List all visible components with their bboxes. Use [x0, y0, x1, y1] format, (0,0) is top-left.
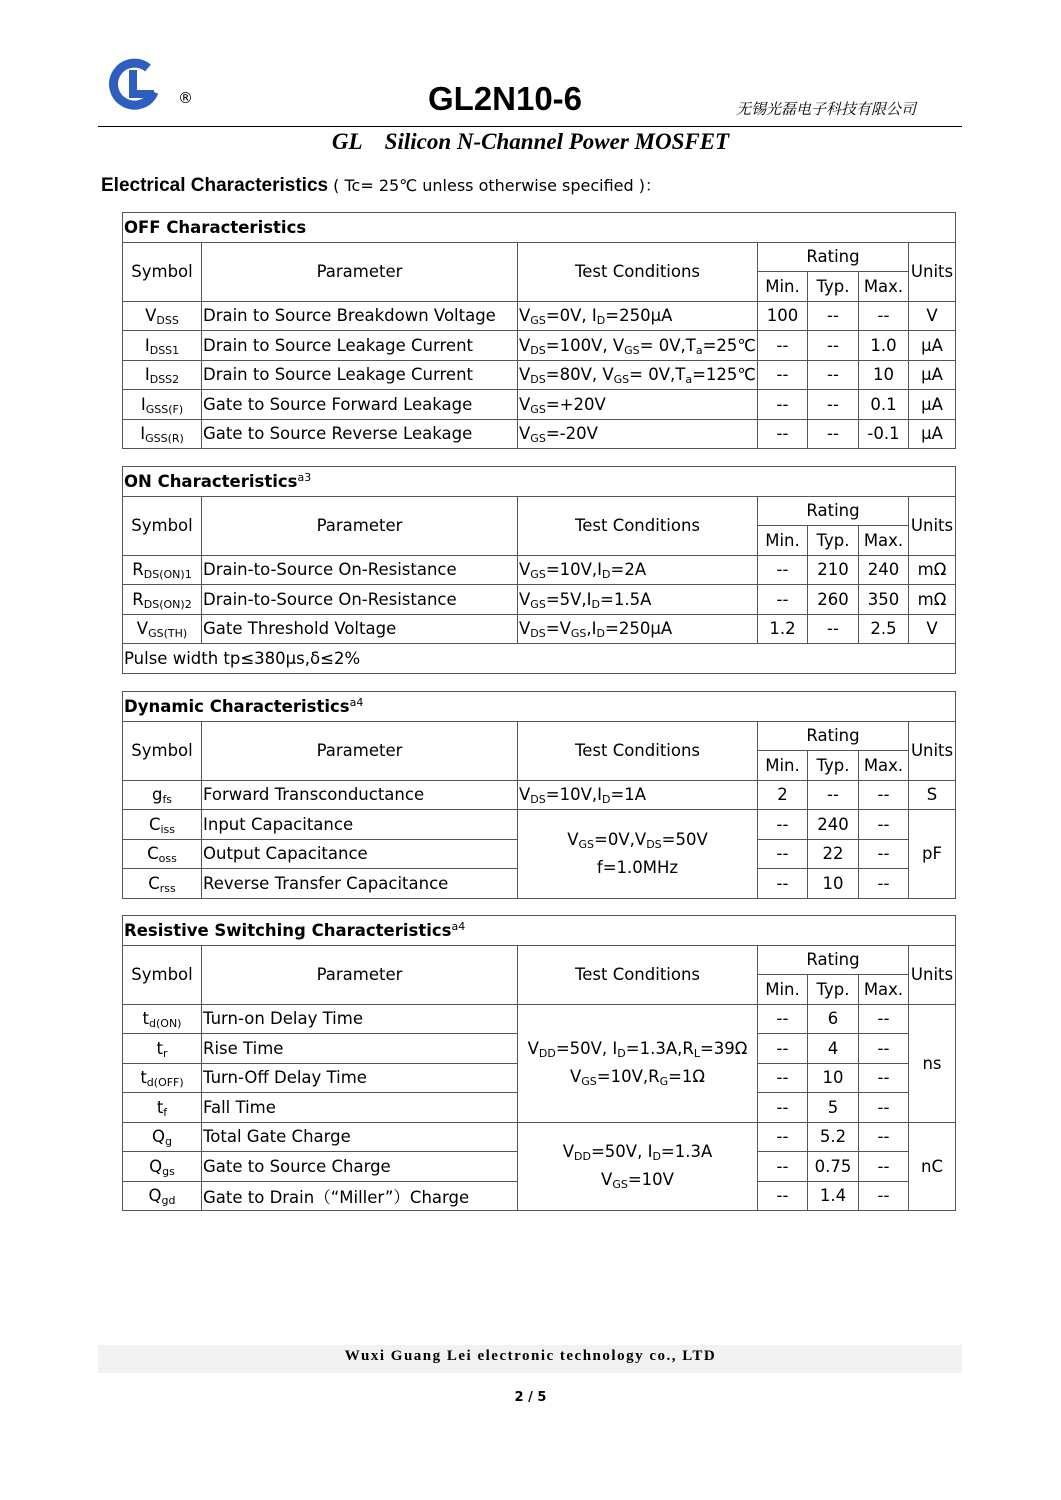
parameter-cell: Gate to Source Forward Leakage [202, 390, 518, 420]
table-title-row [123, 213, 956, 243]
min-cell: -- [758, 1093, 808, 1123]
header-parameter: Parameter [202, 945, 518, 1004]
symbol-cell: $I_{DSS2}$ [123, 360, 202, 390]
max-cell: 2.5 [859, 614, 909, 644]
max-cell: -- [859, 780, 909, 810]
parameter-cell: Drain to Source Leakage Current [202, 331, 518, 361]
typ-cell: -- [808, 301, 859, 331]
section-title: Electrical Characteristics [101, 175, 329, 196]
max-cell: 10 [859, 360, 909, 390]
table-title-row [123, 467, 956, 497]
typ-cell: 210 [808, 555, 859, 585]
unit-cell: mΩ [909, 585, 956, 615]
parameter-cell: Turn-on Delay Time [202, 1004, 518, 1034]
header-typ: Typ. [808, 751, 859, 781]
table-row [123, 585, 956, 615]
min-cell: -- [758, 869, 808, 899]
max-cell: -- [859, 301, 909, 331]
pulse-width-note: Pulse width tp≤380μs,δ≤2% [123, 644, 956, 674]
min-cell: 1.2 [758, 614, 808, 644]
symbol-cell: $V_{DSS}$ [123, 301, 202, 331]
table-title: ON Characteristics$^{a3}$ [123, 467, 956, 497]
symbol-cell: $R_{DS(ON)1}$ [123, 555, 202, 585]
max-cell: 0.1 [859, 390, 909, 420]
symbol-cell: $C_{oss}$ [123, 839, 202, 869]
table-title: Resistive Switching Characteristics$^{a4}$ [123, 916, 956, 946]
registered-mark: ® [178, 89, 193, 107]
unit-cell: S [909, 780, 956, 810]
part-number: GL2N10-6 [427, 80, 583, 117]
parameter-cell: Drain to Source Breakdown Voltage [202, 301, 518, 331]
column-header-row [123, 496, 956, 526]
symbol-cell: $t_f$ [123, 1093, 202, 1123]
min-cell: 2 [758, 780, 808, 810]
header-max: Max. [859, 526, 909, 556]
header-typ: Typ. [808, 526, 859, 556]
header-min: Min. [758, 526, 808, 556]
max-cell: -- [859, 810, 909, 840]
typ-cell: 22 [808, 839, 859, 869]
header-rating: Rating [758, 242, 909, 272]
unit-cell: ns [909, 1004, 956, 1122]
min-cell: 100 [758, 301, 808, 331]
column-header-row [123, 242, 956, 272]
typ-cell: -- [808, 331, 859, 361]
unit-cell: μA [909, 390, 956, 420]
unit-cell: μA [909, 331, 956, 361]
symbol-cell: $Q_{gd}$ [123, 1181, 202, 1211]
header-units: Units [909, 945, 956, 1004]
unit-cell: V [909, 614, 956, 644]
header-parameter: Parameter [202, 721, 518, 780]
parameter-cell: Fall Time [202, 1093, 518, 1123]
table-row [123, 360, 956, 390]
header-typ: Typ. [808, 272, 859, 302]
header-test-conditions: Test Conditions [518, 721, 758, 780]
typ-cell: 1.4 [808, 1181, 859, 1211]
min-cell: -- [758, 390, 808, 420]
table-row [123, 331, 956, 361]
condition-cell: $V_{DS}=100V$, $V_{GS}=$ $0V,T_a=25℃$ [518, 331, 758, 361]
max-cell: -- [859, 1122, 909, 1152]
condition-cell: $V_{GS}=+20V$ [518, 390, 758, 420]
condition-cell: $V_{DS}=10V,I_D=1A$ [518, 780, 758, 810]
footnote-row [123, 644, 956, 674]
header-rating: Rating [758, 721, 909, 751]
condition-cell: $V_{GS}=5V,I_D=1.5A$ [518, 585, 758, 615]
header-units: Units [909, 721, 956, 780]
min-cell: -- [758, 585, 808, 615]
parameter-cell: Gate to Source Reverse Leakage [202, 419, 518, 449]
typ-cell: 6 [808, 1004, 859, 1034]
parameter-cell: Forward Transconductance [202, 780, 518, 810]
table-title-row [123, 916, 956, 946]
min-cell: -- [758, 839, 808, 869]
parameter-cell: Drain-to-Source On-Resistance [202, 585, 518, 615]
table-row [123, 1122, 956, 1152]
min-cell: -- [758, 1063, 808, 1093]
table-row [123, 301, 956, 331]
max-cell: -- [859, 1093, 909, 1123]
condition-cell: $V_{GS}=0V,V_{DS}=50V$ f=1.0MHz [518, 810, 758, 899]
parameter-cell: Input Capacitance [202, 810, 518, 840]
min-cell: -- [758, 1181, 808, 1211]
max-cell: -0.1 [859, 419, 909, 449]
symbol-cell: $I_{GSS(F)}$ [123, 390, 202, 420]
header-max: Max. [859, 272, 909, 302]
condition-cell: $V_{DS}=V_{GS},I_D=250\mu A$ [518, 614, 758, 644]
header-rating: Rating [758, 496, 909, 526]
parameter-cell: Output Capacitance [202, 839, 518, 869]
symbol-cell: $t_{d(ON)}$ [123, 1004, 202, 1034]
on-characteristics-table [122, 466, 956, 674]
parameter-cell: Drain to Source Leakage Current [202, 360, 518, 390]
header-parameter: Parameter [202, 496, 518, 555]
min-cell: -- [758, 360, 808, 390]
typ-cell: -- [808, 360, 859, 390]
dynamic-characteristics-table [122, 691, 956, 899]
parameter-cell: Turn-Off Delay Time [202, 1063, 518, 1093]
header-symbol: Symbol [123, 242, 202, 301]
typ-cell: 10 [808, 1063, 859, 1093]
typ-cell: -- [808, 614, 859, 644]
symbol-cell: $V_{GS(TH)}$ [123, 614, 202, 644]
company-name-chinese: 无锡光磊电子科技有限公司 [735, 100, 916, 118]
table-title: OFF Characteristics [123, 213, 956, 243]
table-row [123, 780, 956, 810]
header-max: Max. [859, 751, 909, 781]
unit-cell: V [909, 301, 956, 331]
switching-characteristics-table [122, 915, 956, 1211]
min-cell: -- [758, 555, 808, 585]
table-title: Dynamic Characteristics$^{a4}$ [123, 692, 956, 722]
unit-cell: nC [909, 1122, 956, 1211]
header-test-conditions: Test Conditions [518, 242, 758, 301]
header-min: Min. [758, 751, 808, 781]
parameter-cell: Gate to Drain（“Miller”）Charge [202, 1181, 518, 1211]
header-min: Min. [758, 975, 808, 1005]
min-cell: -- [758, 1152, 808, 1182]
header-parameter: Parameter [202, 242, 518, 301]
header-test-conditions: Test Conditions [518, 496, 758, 555]
parameter-cell: Drain-to-Source On-Resistance [202, 555, 518, 585]
symbol-cell: $Q_{gs}$ [123, 1152, 202, 1182]
symbol-cell: $R_{DS(ON)2}$ [123, 585, 202, 615]
parameter-cell: Reverse Transfer Capacitance [202, 869, 518, 899]
condition-cell: $V_{GS}=-20V$ [518, 419, 758, 449]
typ-cell: 10 [808, 869, 859, 899]
condition-cell: $V_{DS}=80V$, $V_{GS}=$ $0V,T_a=125℃$ [518, 360, 758, 390]
section-note: ( Tc= 25℃ unless otherwise specified )： [333, 176, 661, 195]
max-cell: -- [859, 1181, 909, 1211]
parameter-cell: Total Gate Charge [202, 1122, 518, 1152]
min-cell: -- [758, 810, 808, 840]
table-row [123, 555, 956, 585]
table-row [123, 614, 956, 644]
column-header-row [123, 721, 956, 751]
min-cell: -- [758, 1034, 808, 1064]
parameter-cell: Gate Threshold Voltage [202, 614, 518, 644]
header-symbol: Symbol [123, 496, 202, 555]
off-characteristics-table [122, 212, 956, 449]
header-test-conditions: Test Conditions [518, 945, 758, 1004]
header-divider [98, 126, 962, 127]
max-cell: 350 [859, 585, 909, 615]
table-title-row [123, 692, 956, 722]
max-cell: -- [859, 869, 909, 899]
max-cell: -- [859, 1004, 909, 1034]
table-row [123, 390, 956, 420]
symbol-cell: $C_{iss}$ [123, 810, 202, 840]
header-symbol: Symbol [123, 721, 202, 780]
typ-cell: 260 [808, 585, 859, 615]
typ-cell: 5.2 [808, 1122, 859, 1152]
header-typ: Typ. [808, 975, 859, 1005]
document-subtitle: GL Silicon N-Channel Power MOSFET [331, 129, 730, 154]
condition-cell: $V_{GS}=0V$, $I_D=250\mu A$ [518, 301, 758, 331]
typ-cell: 0.75 [808, 1152, 859, 1182]
symbol-cell: $I_{DSS1}$ [123, 331, 202, 361]
typ-cell: 240 [808, 810, 859, 840]
header-max: Max. [859, 975, 909, 1005]
min-cell: -- [758, 331, 808, 361]
condition-cell: $V_{DD}=50V$, $I_D=1.3A,R_L=39\Omega$ $V_{GS}=10V,R_G=1\Omega$ [518, 1004, 758, 1122]
section-heading [101, 173, 661, 197]
table-row [123, 419, 956, 449]
unit-cell: pF [909, 810, 956, 899]
max-cell: -- [859, 1034, 909, 1064]
min-cell: -- [758, 419, 808, 449]
symbol-cell: $I_{GSS(R)}$ [123, 419, 202, 449]
typ-cell: 4 [808, 1034, 859, 1064]
max-cell: -- [859, 839, 909, 869]
symbol-cell: $C_{rss}$ [123, 869, 202, 899]
min-cell: -- [758, 1122, 808, 1152]
condition-cell: $V_{DD}=50V$, $I_D=1.3A$ $V_{GS}=10V$ [518, 1122, 758, 1211]
header-units: Units [909, 242, 956, 301]
max-cell: -- [859, 1152, 909, 1182]
min-cell: -- [758, 1004, 808, 1034]
max-cell: 1.0 [859, 331, 909, 361]
table-row [123, 810, 956, 840]
symbol-cell: $t_r$ [123, 1034, 202, 1064]
condition-cell: $V_{GS}=10V,I_D=2A$ [518, 555, 758, 585]
parameter-cell: Rise Time [202, 1034, 518, 1064]
symbol-cell: $g_{fs}$ [123, 780, 202, 810]
unit-cell: mΩ [909, 555, 956, 585]
column-header-row [123, 945, 956, 975]
unit-cell: μA [909, 419, 956, 449]
header-min: Min. [758, 272, 808, 302]
symbol-cell: $Q_g$ [123, 1122, 202, 1152]
page-number: 2 / 5 [514, 1390, 547, 1405]
table-row [123, 1004, 956, 1034]
max-cell: -- [859, 1063, 909, 1093]
header-rating: Rating [758, 945, 909, 975]
typ-cell: -- [808, 419, 859, 449]
parameter-cell: Gate to Source Charge [202, 1152, 518, 1182]
typ-cell: -- [808, 780, 859, 810]
max-cell: 240 [859, 555, 909, 585]
footer-company: Wuxi Guang Lei electronic technology co., LTD [344, 1348, 717, 1364]
typ-cell: 5 [808, 1093, 859, 1123]
header-units: Units [909, 496, 956, 555]
symbol-cell: $t_{d(OFF)}$ [123, 1063, 202, 1093]
unit-cell: μA [909, 360, 956, 390]
header-symbol: Symbol [123, 945, 202, 1004]
typ-cell: -- [808, 390, 859, 420]
